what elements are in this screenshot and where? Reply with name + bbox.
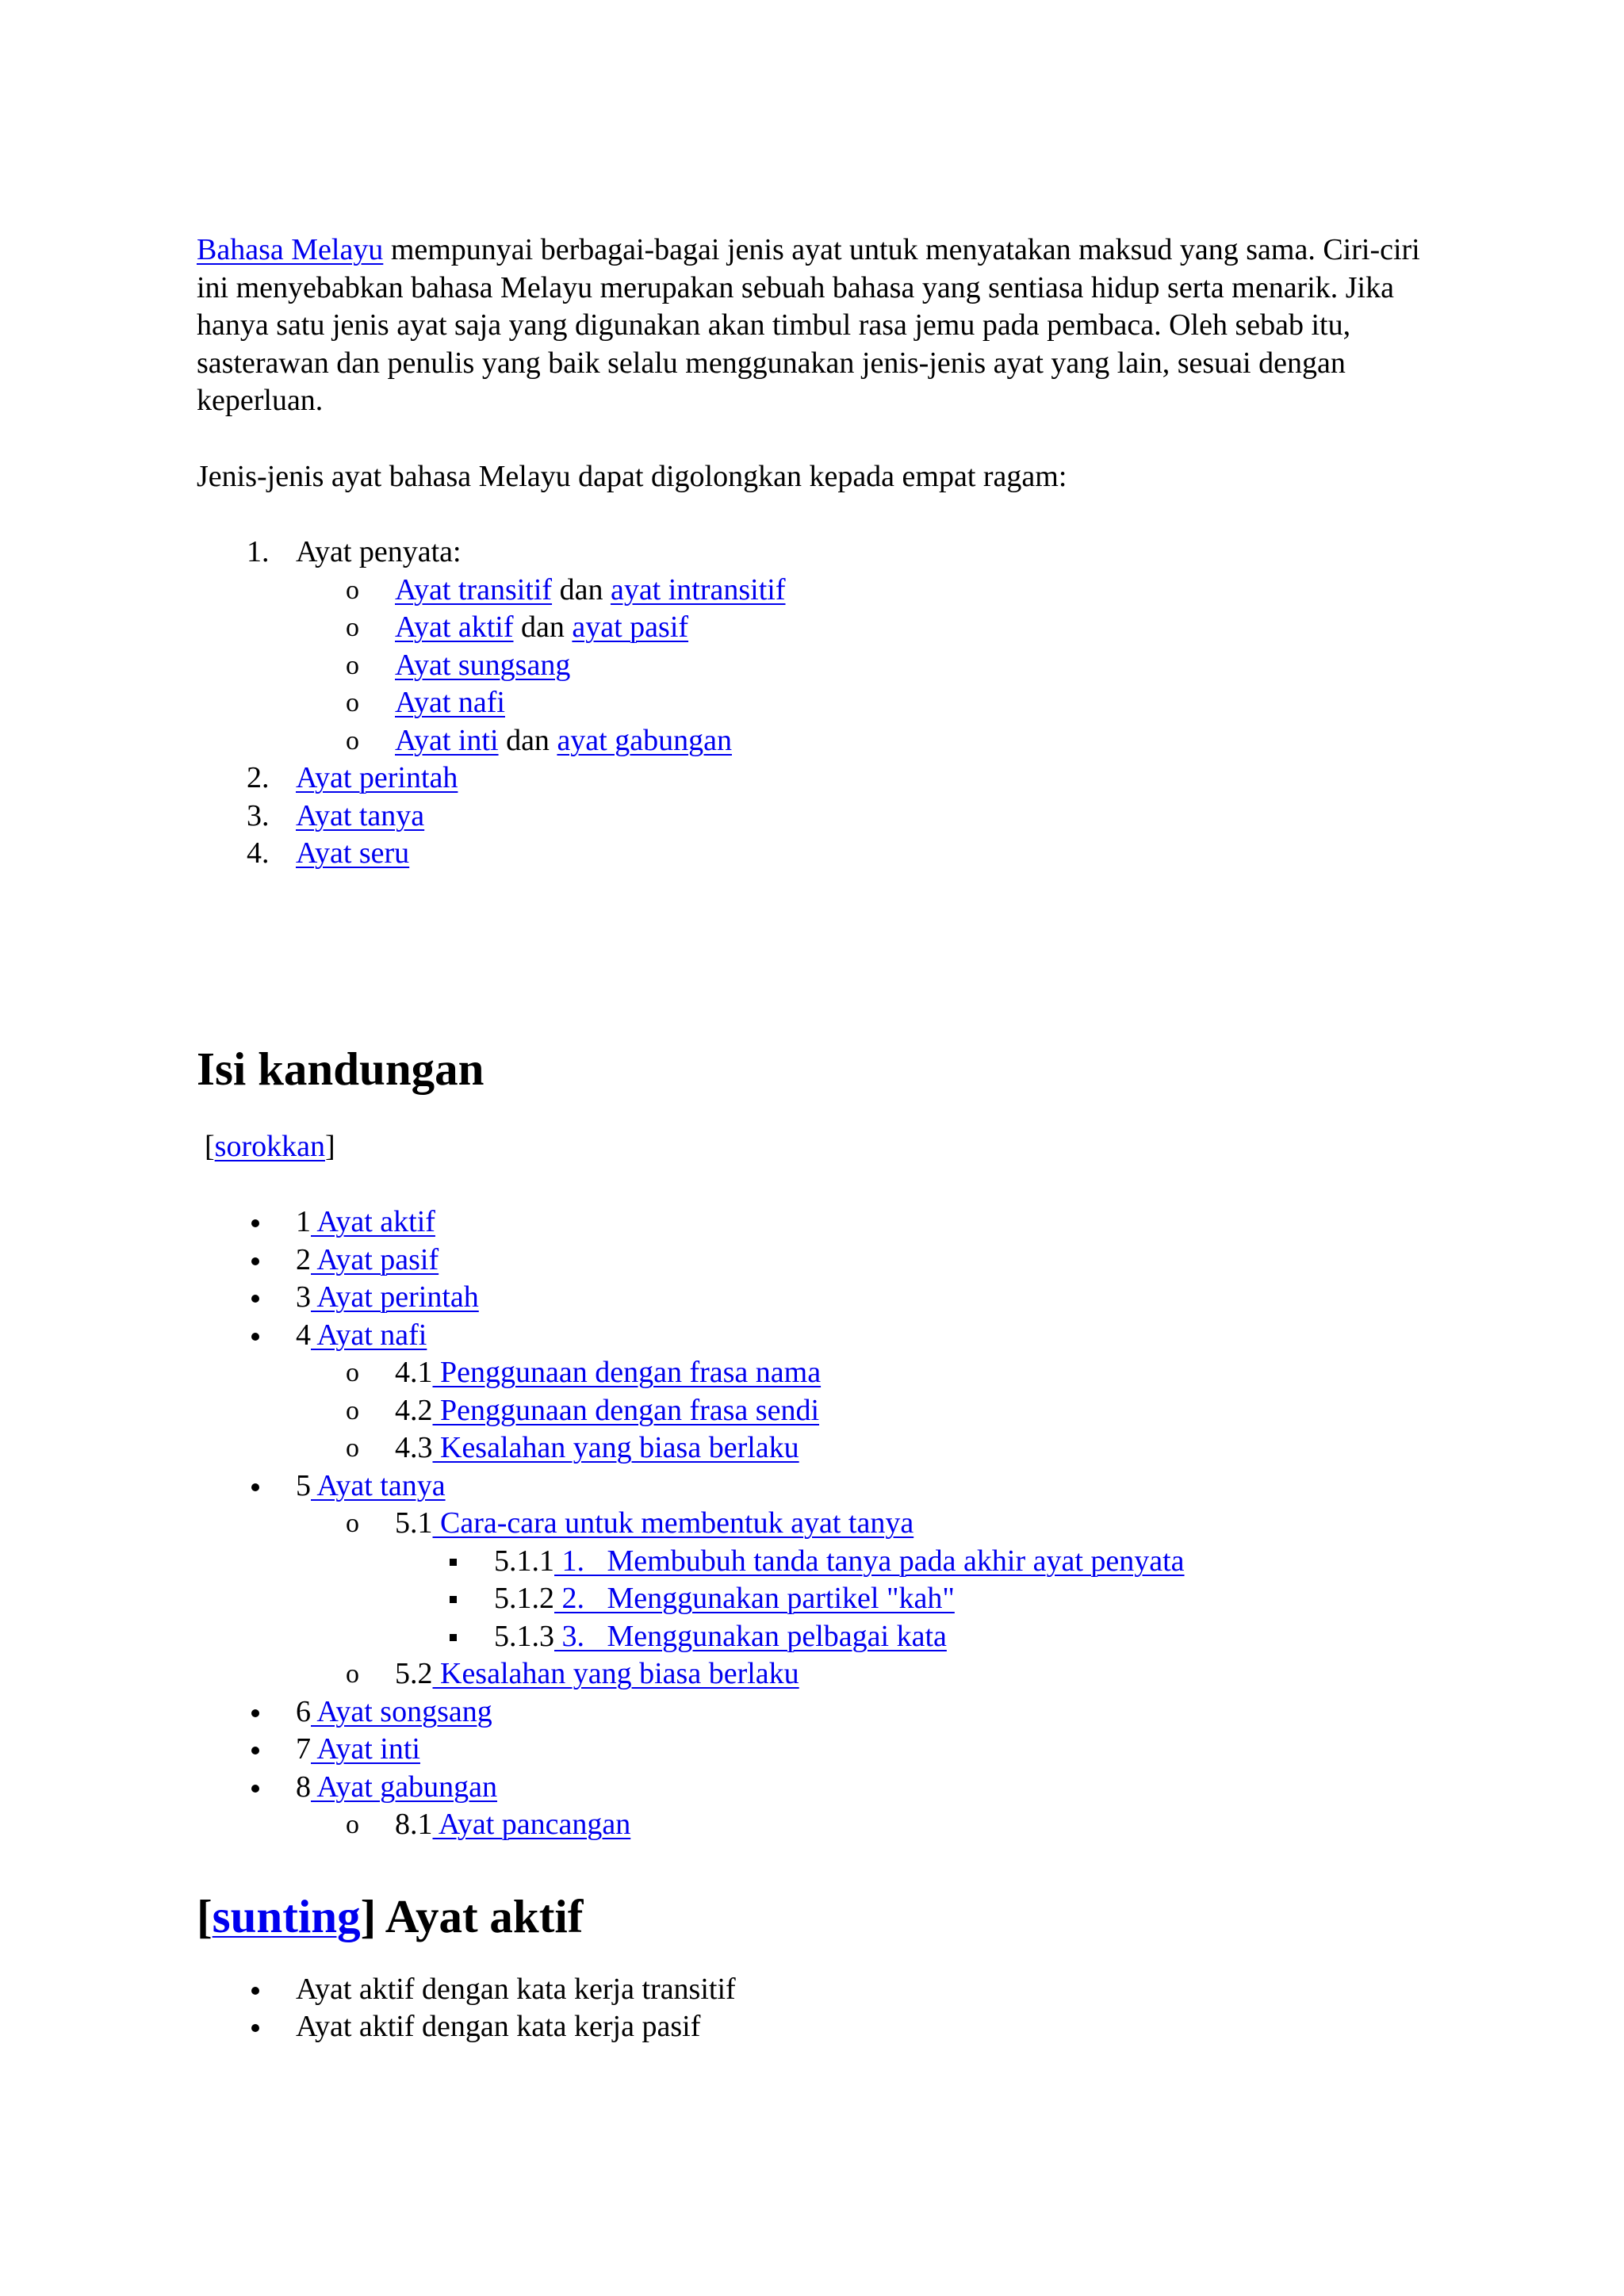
toc-link[interactable]: Ayat inti [311,1732,420,1766]
toc-link[interactable]: Penggunaan dengan frasa sendi [432,1393,820,1427]
toc-link[interactable]: 1. Membubuh tanda tanya pada akhir ayat penyata [554,1544,1185,1578]
section-heading-ayat-aktif: [sunting] Ayat aktif [197,1889,584,1942]
toc-link[interactable]: Ayat pancangan [432,1808,631,1841]
circle-bullet-icon: o [346,1659,359,1689]
list-item [247,798,1434,836]
link-ayat-intransitif[interactable]: ayat intransitif [610,572,786,607]
square-bullet-icon [450,1559,457,1566]
square-bullet-icon [450,1596,457,1603]
list-number: 1. [247,535,270,568]
link-ayat-pasif[interactable]: ayat pasif [572,610,689,644]
square-bullet-icon [450,1634,457,1641]
toc-item: o 5.1 Cara-cara untuk membentuk ayat tanya 5.1.1 1. Membubuh tanda tanya pada akhir ayat penyata 5.1.2 2. Menggunakan partikel "kah" 5.1.3 3. Menggunakan pelbagai kata [395,1505,1434,1655]
toc-item: 3 Ayat perintah [296,1279,1434,1317]
toc-link[interactable]: Ayat perintah [311,1280,479,1314]
edit-section-link[interactable]: sunting [212,1889,361,1942]
types-intro-paragraph: Jenis-jenis ayat bahasa Melayu dapat digolongkan kepada empat ragam: [197,459,1067,493]
toc-item: 4 Ayat nafi o 4.1 Penggunaan dengan frasa nama o 4.2 Penggunaan dengan frasa sendi o 4.3 Kesalahan yang biasa berlaku [296,1317,1434,1468]
disc-bullet-icon [251,1483,259,1491]
toc-item: o 4.2 Penggunaan dengan frasa sendi [395,1392,1434,1430]
toc-link[interactable]: 3. Menggunakan pelbagai kata [554,1619,947,1653]
toc-title: Isi kandungan [197,1042,485,1095]
disc-bullet-icon [251,1295,259,1303]
circle-bullet-icon: o [346,613,359,642]
toc-link[interactable]: Ayat tanya [311,1468,446,1502]
toc-link[interactable]: Ayat aktif [311,1205,435,1238]
list-item [247,760,1434,798]
disc-bullet-icon [251,1219,259,1227]
toc-link[interactable]: Ayat gabungan [311,1770,498,1804]
link-ayat-transitif[interactable]: Ayat transitif [395,572,553,607]
toc-item: o 5.2 Kesalahan yang biasa berlaku [395,1655,1434,1693]
circle-bullet-icon: o [346,1395,359,1425]
intro-text: mempunyai berbagai-bagai jenis ayat untuk menyatakan maksud yang sama. Ciri-ciri ini menyebabkan bahasa Melayu merupakan sebuah bahasa yang sentiasa hidup serta menarik. Jika hanya satu jenis ayat saja yang digunakan akan timbul rasa jemu pada pembaca. Oleh sebab itu, sasterawan dan penulis yang baik selalu menggunakan jenis-jenis ayat yang lain, sesuai dengan keperluan. [197,233,1420,417]
list-item: o Ayat aktif dan ayat pasif [395,609,1434,647]
toc-hide-link[interactable]: sorokkan [214,1129,325,1163]
sub-list [296,572,1434,760]
circle-bullet-icon: o [346,1509,359,1538]
toc-sub-list [296,1806,1434,1844]
toc-link[interactable]: Penggunaan dengan frasa nama [432,1356,822,1389]
link-ayat-nafi[interactable]: Ayat nafi [395,686,505,719]
disc-bullet-icon [251,1987,259,1995]
toc-item: o 8.1 Ayat pancangan [395,1806,1434,1844]
toc-link[interactable]: Ayat nafi [311,1318,427,1352]
list-number: 4. [247,836,270,870]
list-item: Ayat aktif dengan kata kerja pasif [296,2008,1434,2046]
circle-bullet-icon: o [346,688,359,718]
toc-link[interactable]: Ayat pasif [311,1242,439,1276]
circle-bullet-icon: o [346,1433,359,1463]
list-item [346,647,1434,685]
list-item: o Ayat inti dan ayat gabungan [395,722,1434,760]
toc-item: 6 Ayat songsang [296,1693,1434,1732]
list-item [346,684,1434,722]
link-ayat-sungsang[interactable]: Ayat sungsang [395,648,571,682]
toc-item: 5 Ayat tanya o 5.1 Cara-cara untuk membentuk ayat tanya 5.1.1 1. Membubuh tanda tanya pada akhir ayat penyata 5.1.2 2. Menggunakan partikel "kah" 5.1.3 3. Menggunakan pelbagai kata o 5.2 Kesalahan yang biasa berlaku [296,1468,1434,1693]
list-item [247,534,1434,760]
toc-item: o 4.3 Kesalahan yang biasa berlaku [395,1429,1434,1468]
list-item: Ayat aktif dengan kata kerja transitif [296,1971,1434,2009]
toc-item: o 4.1 Penggunaan dengan frasa nama [395,1354,1434,1392]
toc-list [197,1203,1434,1844]
circle-bullet-icon: o [346,725,359,756]
disc-bullet-icon [251,1785,259,1793]
toc-item: 5.1.3 3. Menggunakan pelbagai kata [494,1618,1434,1656]
list-item: o Ayat transitif dan ayat intransitif [395,572,1434,610]
list-item-label: Ayat penyata: [296,535,462,568]
toc-item: 1 Ayat aktif [296,1203,1434,1242]
disc-bullet-icon [251,2024,259,2032]
link-ayat-gabungan[interactable]: ayat gabungan [557,723,732,757]
toc-item: 5.1.1 1. Membubuh tanda tanya pada akhir ayat penyata [494,1543,1434,1581]
link-bahasa-melayu[interactable]: Bahasa Melayu [197,233,384,266]
toc-sub-list [296,1354,1434,1468]
toc-link[interactable]: Ayat songsang [311,1694,492,1728]
article-content [197,232,1434,2046]
toc-link[interactable]: 2. Menggunakan partikel "kah" [554,1582,955,1615]
toc-item: 5.1.2 2. Menggunakan partikel "kah" [494,1580,1434,1618]
list-number: 2. [247,761,270,794]
toc-toggle: [sorokkan] [205,1129,335,1163]
link-ayat-inti[interactable]: Ayat inti [395,723,499,757]
list-number: 3. [247,798,270,832]
circle-bullet-icon: o [346,1810,359,1839]
toc-sub-list [296,1505,1434,1693]
list-item [247,835,1434,873]
toc-link[interactable]: Kesalahan yang biasa berlaku [432,1657,799,1690]
section-list [197,1971,1434,2046]
link-ayat-tanya[interactable]: Ayat tanya [296,798,425,832]
toc-sub-sub-list [395,1543,1434,1656]
intro-paragraph [197,232,1434,420]
toc-item: 2 Ayat pasif [296,1242,1434,1280]
sentence-types-list [197,534,1434,873]
disc-bullet-icon [251,1333,259,1341]
circle-bullet-icon: o [346,650,359,680]
link-ayat-aktif[interactable]: Ayat aktif [395,610,514,644]
toc-item: 7 Ayat inti [296,1731,1434,1769]
circle-bullet-icon: o [346,575,359,605]
link-ayat-seru[interactable]: Ayat seru [296,836,410,870]
toc-link[interactable]: Kesalahan yang biasa berlaku [432,1431,799,1464]
toc-item: 8 Ayat gabungan o 8.1 Ayat pancangan [296,1769,1434,1844]
toc-link[interactable]: Cara-cara untuk membentuk ayat tanya [432,1506,914,1540]
disc-bullet-icon [251,1709,259,1717]
link-ayat-perintah[interactable]: Ayat perintah [296,761,458,794]
spacer [197,873,1434,1041]
disc-bullet-icon [251,1747,259,1755]
circle-bullet-icon: o [346,1358,359,1387]
disc-bullet-icon [251,1257,259,1265]
